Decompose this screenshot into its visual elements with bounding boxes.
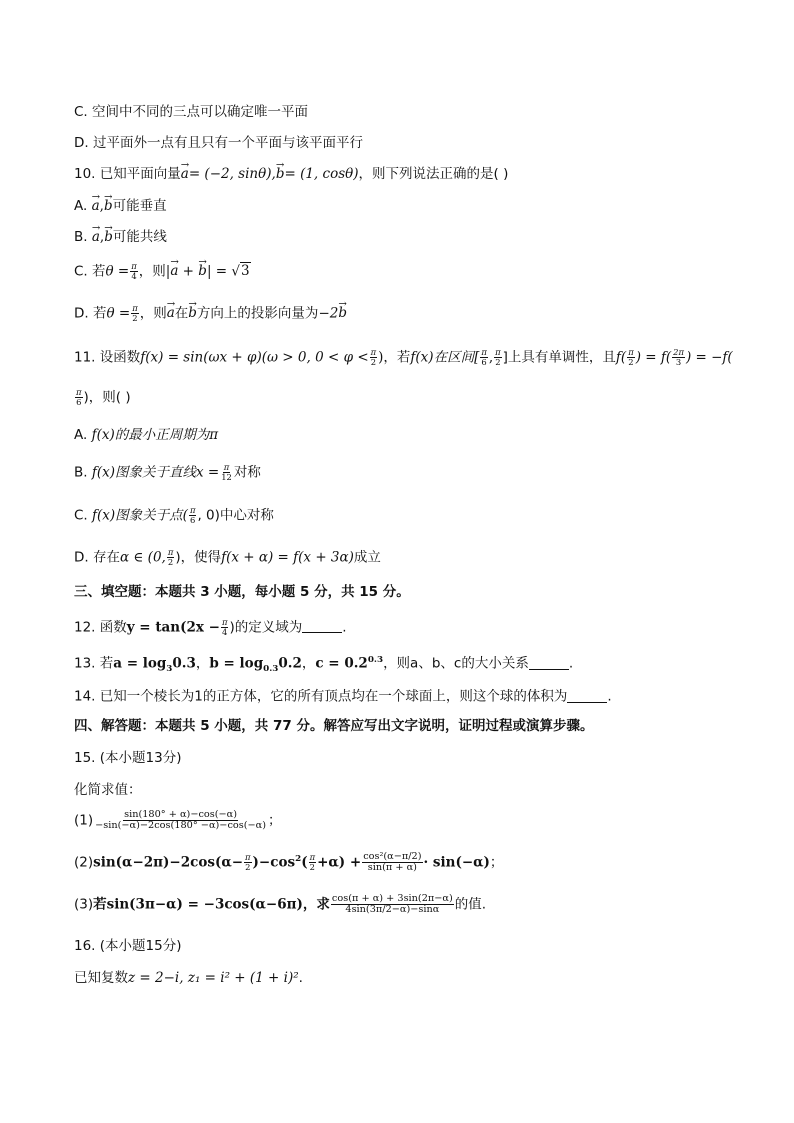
expr: )−cos [252,854,296,871]
part-end: ； [268,812,282,829]
q10-stem [74,166,508,182]
frac-den: 6 [481,356,487,367]
option-text: C. 若 [74,263,106,280]
q9-option-d: D. 过平面外一点有且只有一个平面与该平面平行 [74,135,363,151]
frac-den: 2 [167,556,174,567]
option-label: B. [74,229,92,245]
q10-stem-suffix: ，则下列说法正确的是( ) [358,166,509,182]
log-arg: 0.2 [278,655,302,672]
q12 [74,618,347,637]
q16-stem [74,970,303,986]
q11-stem-continued [74,388,131,407]
option-text: 对称 [233,464,261,481]
q13: 13. 若$a = \log_30.3$，$b = \log_{0.3}0.2$，$c = 0.2^{0.3}$，则a、b、c的大小关系 . [74,655,574,675]
theta-eq: θ = [105,263,130,280]
q11-cond: ) = f( [635,349,672,366]
part-end: ； [489,854,504,871]
frac-num: π [189,505,196,515]
q9-option-c: C. 空间中不同的三点可以确定唯一平面 [74,104,309,120]
option-text: α ∈ (0, [119,549,166,566]
option-text: 方向上的投影向量为 [196,305,319,322]
option-equation: f(x + α) = f(x + 3α) [221,549,354,566]
answer-blank[interactable] [529,655,569,670]
vector-a: → a [170,263,178,279]
option-text: 成立 [353,549,381,566]
frac-num: π [221,617,228,627]
option-label: C. [74,507,93,524]
q10-option-b: B. → a,→ b可能共线 [74,229,167,245]
frac-den: 4sin(3π/2−α)−sinα [345,904,440,916]
log-base: 0.3 [263,664,279,675]
option-text: f(x)图象关于点( [92,507,188,524]
frac-den: 6 [190,514,196,525]
q13-end: . [568,655,574,672]
frac-num: π [370,347,377,357]
expr: +α) + [317,854,362,871]
option-text: ，则 [139,305,167,322]
vector-b: → b [338,305,347,321]
option-text: , 0)中心对称 [197,507,274,524]
frac-den: 2 [245,862,251,873]
q11-function: f(x) = sin(ωx + φ)(ω > 0, 0 < φ < [140,349,369,366]
option-text: ，则 [138,263,166,280]
exponent: 0.3 [367,655,384,665]
option-label: A. [74,198,92,214]
vector-b: → b [276,166,285,182]
q10-stem-prefix: 10. 已知平面向量 [74,166,181,182]
projection-value: −2 [318,305,339,322]
vector-a: → a [92,198,100,214]
option-text: f(x)图象关于直线x = [91,464,220,481]
part-end: 的值. [454,896,487,913]
option-text: 在 [174,305,189,322]
q14-end: . [607,688,612,705]
q16-prefix: 已知复数 [74,970,128,986]
option-text: 可能共线 [112,229,167,245]
option-text: D. 若 [74,305,107,322]
part-label: (2) [74,854,94,871]
frac-den: 12 [221,471,232,482]
q11-option-b [74,463,261,482]
part-label: (1) [74,812,94,829]
frac-den: 4 [222,626,228,637]
expr: sin(α−2π)−2cos(α− [93,854,244,871]
q13-c: c = 0.2 [315,655,368,672]
frac-num: cos(π + α) + 3sin(2π−α) [331,893,453,904]
q11-interval-suffix: ]上具有单调性，且 [502,349,616,366]
frac-num: π [132,303,138,313]
frac-num: π [76,387,82,397]
q15-part-3 [74,894,486,915]
q13-tail: ，则a、b、c的大小关系 [383,655,529,672]
frac-den: 2 [132,312,138,323]
q15-p1-fraction [94,810,267,831]
vector-a: → a [181,166,189,182]
sqrt-arg: 3 [241,263,250,280]
frac-den: 2 [370,356,377,367]
frac-num: π [628,347,634,357]
frac-den: 6 [76,396,82,407]
frac-den: 3 [675,356,682,367]
option-text: )，使得 [175,549,222,566]
vector-b-def: = (1, cosθ) [284,166,359,182]
option-label: B. [74,464,92,481]
option-label: D. 存在 [74,549,120,566]
exponent: 2 [295,854,302,865]
frac-num: π [131,261,137,271]
section-heading-fill-in: 三、填空题：本题共 3 小题，每小题 5 分，共 15 分。 [74,584,410,600]
q11-stem: 11. 设函数f(x) = sin(ωx + φ)(ω > 0, 0 < φ < $\frac{\pi}{2}$ )，若f(x)在区间[ $\frac{\pi}{6}$ , $\frac{\pi}{2}$ ]上具有单调性，且f( $\frac{\pi}{2}$ ) = f( $\frac{2\pi}{3}$ ) = −f( [74,347,733,367]
q16-z: z = 2−i, [128,970,184,986]
frac-num: π [495,347,501,357]
frac-num: 2π [673,347,684,357]
q12-function: y = tan(2x − [126,619,220,636]
expr: 若sin(3π−α) = −3cos(α−6π)，求 [93,896,330,913]
frac-den: −sin(−α)−2cos(180° −α)−cos(−α) [95,820,267,832]
vector-b: → b [104,198,113,214]
vector-a: → a [92,229,100,245]
q15-title: 15. (本小题13分) [74,750,182,766]
q12-suffix: )的定义域为 [229,619,303,636]
vector-a: → a [167,305,175,321]
vector-b: → b [198,263,207,279]
q10-option-c: C. 若θ = $\frac{\pi}{4}$ ，则|→ a + → b| = √3 [74,262,251,281]
frac-num: π [167,547,174,557]
q11-cond: ) = −f( [685,349,733,366]
q11-stem-prefix: 11. 设函数 [74,349,141,366]
q10-option-a: A. → a,→ b可能垂直 [74,198,167,214]
part-label: (3) [74,896,94,913]
frac-den: 2 [628,356,634,367]
option-label: A. [74,427,92,443]
q11-option-c [74,506,274,525]
frac-num: sin(180° + α)−cos(−α) [124,809,238,820]
section-heading-solutions: 四、解答题：本题共 5 小题，共 77 分。解答应写出文字说明，证明过程或演算步骤。 [74,718,594,734]
q16-z1: z₁ = i² + (1 + i)² [187,970,299,986]
q11-cond: f( [615,349,627,366]
log-base: 3 [166,664,173,675]
q11-stem-mid: ，若 [383,349,411,366]
q12-prefix: 12. 函数 [74,619,127,636]
vector-b: → b [104,229,113,245]
q15-intro: 化简求值： [74,782,142,798]
q14-text: 14. 已知一个棱长为1的正方体，它的所有顶点均在一个球面上，则这个球的体积为 [74,688,568,705]
frac-den: 2 [495,356,501,367]
q11-interval-prefix: f(x)在区间[ [410,349,480,366]
q16-title: 16. (本小题15分) [74,938,182,954]
log-arg: 0.3 [172,655,196,672]
frac-num: π [223,462,230,472]
frac-num: π [481,347,487,357]
q12-end: . [342,619,347,636]
frac-den: sin(π + α) [367,862,417,874]
q11-option-a [74,427,218,443]
frac-den: 2 [309,862,315,873]
answer-blank[interactable] [302,619,342,634]
frac-num: cos²(α−π/2) [363,851,422,862]
q10-option-d [74,304,347,323]
option-text: f(x)的最小正周期为π [91,427,219,443]
q13-b: b = log [209,655,264,672]
q11-tail: )，则( ) [83,389,131,406]
q13-a: a = log [113,655,167,672]
option-text: 可能垂直 [112,198,167,214]
frac-den: 4 [131,270,137,281]
answer-blank[interactable] [567,688,607,703]
q15-p2-fraction [362,852,422,873]
frac-num: π [245,852,251,863]
vector-a-def: = (−2, sinθ), [188,166,276,182]
theta-eq: θ = [106,305,131,322]
q16-end: . [298,970,303,986]
expr: · sin(−α) [423,854,490,871]
frac-num: π [309,852,316,863]
q14 [74,688,612,705]
q15-part-2 [74,852,503,873]
q13-prefix: 13. 若 [74,655,114,672]
sqrt-symbol: √3 [231,263,250,280]
expr: ( [301,854,308,871]
q11-option-d [74,548,381,567]
vector-b: → b [188,305,197,321]
q15-part-1 [74,810,282,831]
q15-p3-fraction [331,894,454,915]
